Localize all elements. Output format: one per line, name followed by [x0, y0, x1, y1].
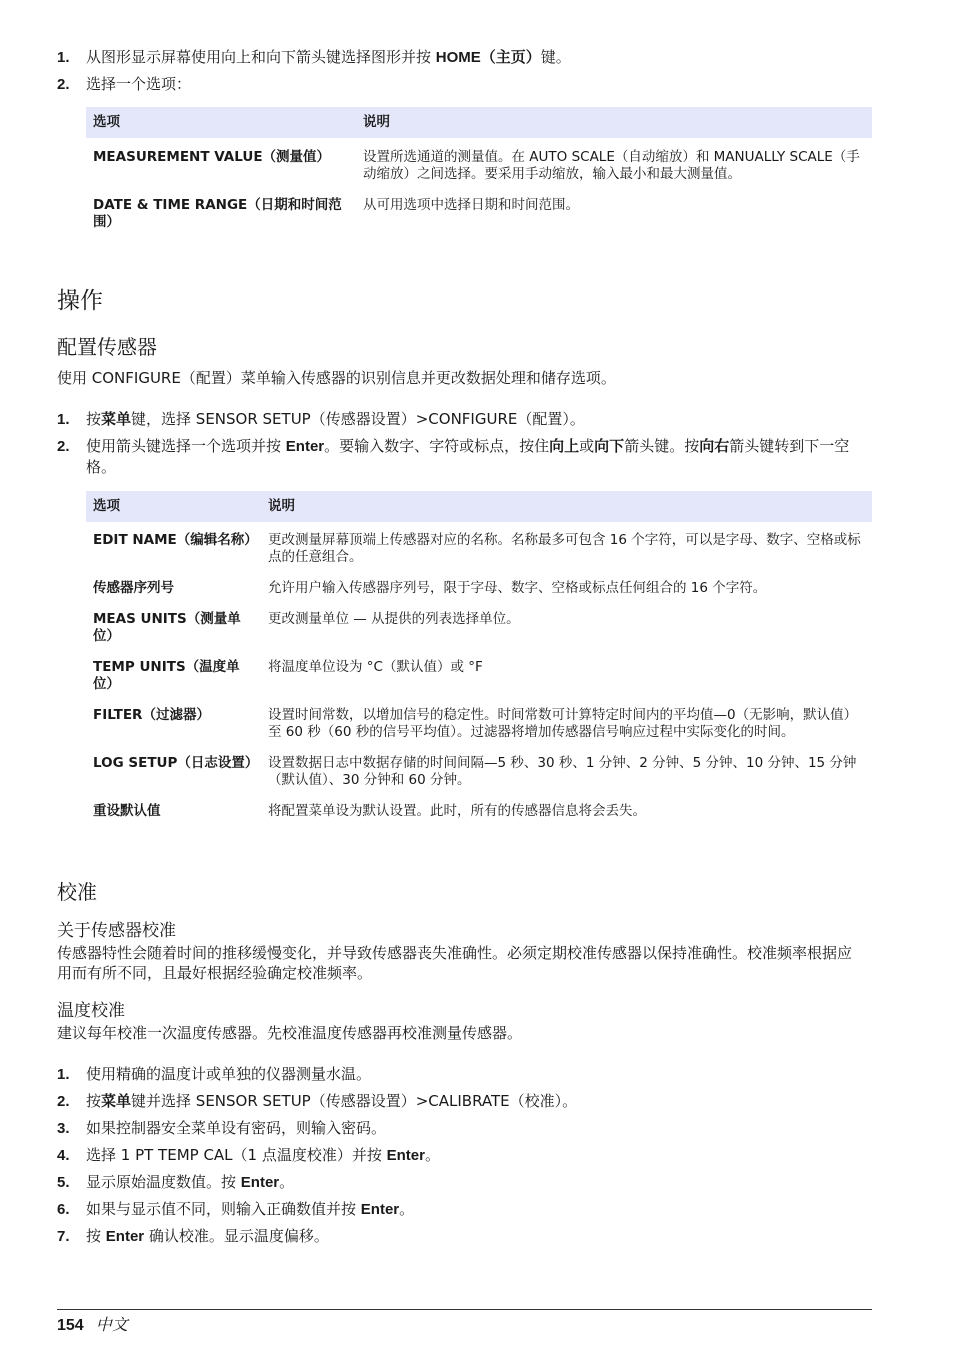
option-name: LOG SETUP（日志设置）	[93, 755, 259, 771]
table-header-row	[86, 107, 872, 138]
step-4	[57, 1145, 577, 1166]
step-1	[57, 409, 872, 430]
step-number: 2.	[57, 1093, 70, 1110]
step-text: 使用箭头键选择一个选项并按	[86, 437, 286, 455]
step-2	[57, 436, 872, 478]
step-number: 7.	[57, 1228, 70, 1245]
option-name: TEMP UNITS（温度单位）	[93, 659, 240, 692]
step-1	[57, 1064, 577, 1085]
step-3	[57, 1118, 577, 1139]
step-number: 2.	[57, 438, 70, 455]
step-text: 从图形显示屏幕使用向上和向下箭头键选择图形并按	[86, 48, 436, 66]
step-number: 5.	[57, 1174, 70, 1191]
option-name: MEASUREMENT VALUE（测量值）	[93, 149, 331, 165]
subheading-temp-calibration: 温度校准	[57, 1001, 125, 1021]
configure-intro: 使用 CONFIGURE（配置）菜单输入传感器的识别信息并更改数据处理和储存选项。	[57, 369, 616, 387]
home-key: HOME（主页）	[435, 49, 541, 66]
table-row	[86, 749, 872, 797]
step-text: 键并选择 SENSOR SETUP（传感器设置）>CALIBRATE（校准）。	[131, 1092, 578, 1110]
step-text: 使用精确的温度计或单独的仪器测量水温。	[86, 1065, 372, 1083]
step-6	[57, 1199, 577, 1220]
about-calibration-text: 传感器特性会随着时间的推移缓慢变化，并导致传感器丧失准确性。必须定期校准传感器以保持准确性。校准频率根据应用而有所不同，且最好根据经验确定校准频率。	[57, 944, 853, 982]
step-text: 。要输入数字、字符或标点，按住	[324, 437, 550, 455]
step-list-temp-calibration	[57, 1064, 577, 1247]
step-text: 按	[86, 1227, 106, 1245]
table-row	[86, 574, 872, 605]
step-text: 如果控制器安全菜单设有密码，则输入密码。	[86, 1119, 387, 1137]
option-name: FILTER（过滤器）	[93, 707, 210, 723]
table-header-row	[86, 491, 872, 522]
step-number: 6.	[57, 1201, 70, 1218]
option-description: 设置所选通道的测量值。在 AUTO SCALE（自动缩放）和 MANUALLY SCALE（手动缩放）之间选择。要采用手动缩放，输入最小和最大测量值。	[363, 149, 860, 182]
column-header-description: 说明	[261, 491, 872, 522]
step-text: 选择一个选项：	[86, 75, 192, 93]
step-2	[57, 1091, 577, 1112]
option-description: 允许用户输入传感器序列号，限于字母、数字、空格或标点任何组合的 16 个字符。	[268, 580, 767, 596]
enter-key: Enter	[240, 1174, 280, 1191]
table-row	[86, 522, 872, 574]
step-text: 确认校准。显示温度偏移。	[144, 1227, 329, 1245]
up-key: 向上	[549, 437, 580, 455]
step-7	[57, 1226, 577, 1247]
step-text: 箭头键转到下一空格。	[86, 437, 850, 476]
step-text: 。	[279, 1173, 295, 1191]
step-text: 如果与显示值不同，则输入正确数值并按	[86, 1200, 361, 1218]
option-name: 传感器序列号	[93, 580, 174, 596]
option-description: 将配置菜单设为默认设置。此时，所有的传感器信息将会丢失。	[268, 803, 646, 819]
table-row	[86, 605, 872, 653]
option-description: 设置数据日志中数据存储的时间间隔—5 秒、30 秒、1 分钟、2 分钟、5 分钟、10 分钟、15 分钟（默认值）、30 分钟和 60 分钟。	[268, 755, 857, 788]
step-text: 箭头键。按	[624, 437, 700, 455]
table-row	[86, 138, 872, 191]
down-key: 向下	[594, 437, 625, 455]
option-description: 从可用选项中选择日期和时间范围。	[363, 197, 579, 213]
page-number: 154	[57, 1317, 84, 1334]
step-list-graph	[57, 47, 571, 95]
footer-language: 中文	[95, 1315, 128, 1334]
enter-key: Enter	[360, 1201, 400, 1218]
step-2	[57, 74, 571, 95]
step-list-configure	[57, 409, 872, 478]
step-5	[57, 1172, 577, 1193]
section-heading-configure: 配置传感器	[57, 335, 157, 359]
step-number: 1.	[57, 1066, 70, 1083]
option-name: DATE & TIME RANGE（日期和时间范围）	[93, 197, 342, 230]
options-table-display	[86, 107, 872, 239]
temp-calibration-intro: 建议每年校准一次温度传感器。先校准温度传感器再校准测量传感器。	[57, 1024, 523, 1042]
option-description: 更改测量单位 — 从提供的列表选择单位。	[268, 611, 520, 627]
section-heading-calibration: 校准	[57, 880, 97, 904]
step-text: 。	[399, 1200, 415, 1218]
table-row	[86, 797, 872, 828]
step-text: 。	[424, 1146, 440, 1164]
step-number: 1.	[57, 49, 70, 66]
subheading-about-calibration: 关于传感器校准	[57, 921, 176, 941]
right-key: 向右	[699, 437, 730, 455]
page-footer	[57, 1312, 128, 1335]
footer-divider	[57, 1309, 872, 1310]
step-text: 或	[579, 437, 595, 455]
option-description: 更改测量屏幕顶端上传感器对应的名称。名称最多可包含 16 个字符，可以是字母、数字、空格或标点的任意组合。	[268, 532, 861, 565]
enter-key: Enter	[105, 1228, 145, 1245]
column-header-description: 说明	[356, 107, 872, 138]
step-text: 按	[86, 410, 102, 428]
option-name: MEAS UNITS（测量单位）	[93, 611, 241, 644]
section-heading-operation: 操作	[57, 288, 103, 314]
step-text: 键，选择 SENSOR SETUP（传感器设置）>CONFIGURE（配置）。	[131, 410, 585, 428]
options-table-configure	[86, 491, 872, 828]
enter-key: Enter	[386, 1147, 425, 1164]
column-header-option: 选项	[86, 491, 261, 522]
step-text-end: 键。	[540, 48, 571, 66]
enter-key: Enter	[285, 438, 325, 455]
option-description: 设置时间常数，以增加信号的稳定性。时间常数可计算特定时间内的平均值—0（无影响，默认值）至 60 秒（60 秒的信号平均值）。过滤器将增加传感器信号响应过程中实际变化的时间。	[268, 707, 858, 740]
step-text: 按	[86, 1092, 102, 1110]
menu-key: 菜单	[101, 410, 132, 428]
step-number: 3.	[57, 1120, 70, 1137]
step-1	[57, 47, 571, 68]
step-text: 选择 1 PT TEMP CAL（1 点温度校准）并按	[86, 1146, 387, 1164]
table-row	[86, 191, 872, 239]
column-header-option: 选项	[86, 107, 356, 138]
menu-key: 菜单	[101, 1092, 132, 1110]
step-number: 4.	[57, 1147, 70, 1164]
option-name: 重设默认值	[93, 803, 161, 819]
option-name: EDIT NAME（编辑名称）	[93, 532, 258, 548]
step-text: 显示原始温度数值。按	[86, 1173, 241, 1191]
table-row	[86, 653, 872, 701]
option-description: 将温度单位设为 °C（默认值）或 °F	[268, 659, 483, 675]
step-number: 2.	[57, 76, 70, 93]
table-row	[86, 701, 872, 749]
step-number: 1.	[57, 411, 70, 428]
